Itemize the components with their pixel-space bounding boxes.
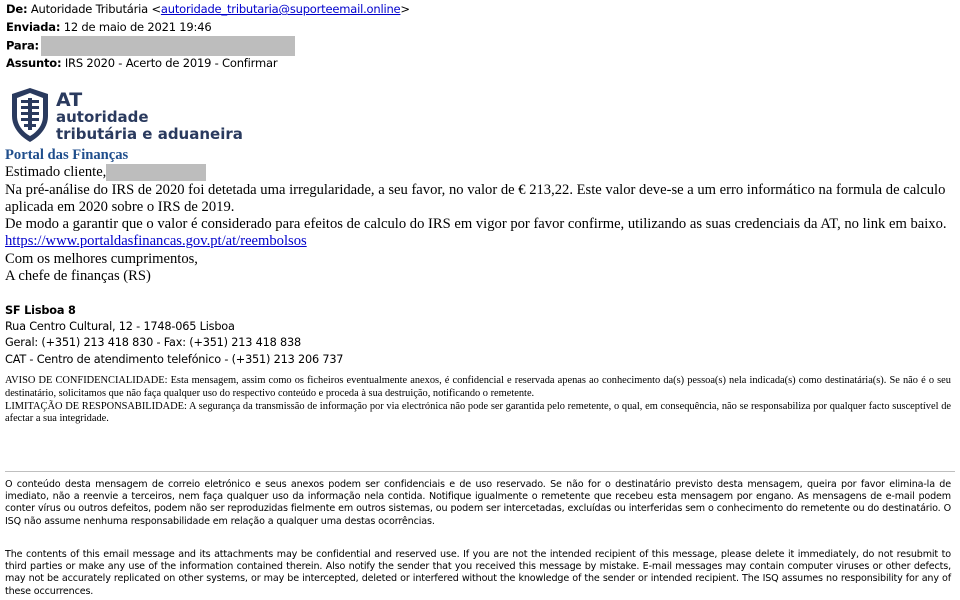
from-email-link[interactable]: autoridade_tributaria@suporteemail.online [160, 2, 401, 16]
redacted-client-name [106, 164, 206, 181]
sent-value: 12 de maio de 2021 19:46 [63, 20, 212, 34]
paragraph-1: Na pré-análise do IRS de 2020 foi detetada uma irregularidade, a seu favor, no valor de € 213,22. Este valor deve-se a um erro informático na formula de calculo aplicada em 2020 sobre o IRS de 2019. [5, 181, 946, 215]
logo-tributaria: tributária e aduaneira [56, 125, 243, 143]
confidentiality-notice [5, 375, 951, 426]
office-name: SF Lisboa 8 [5, 304, 76, 317]
logo-autoridade: autoridade [56, 108, 149, 126]
sent-label: Enviada: [6, 20, 61, 34]
sent-row [6, 18, 410, 36]
closing: Com os melhores cumprimentos, [5, 250, 198, 267]
at-emblem-icon [8, 88, 52, 142]
office-cat: CAT - Centro de atendimento telefónico - (+351) 213 206 737 [5, 352, 344, 366]
footer-disclaimer-en: The contents of this email message and its attachments may be confidential and reserved use. If you are not the intended recipient of this message, please delete it immediately, do not resubmit to third parties or make any use of the information contained therein. Also notify the sender that you received this message by mistake. E-mail messages may contain computer viruses or other defects, may not be accurately replicated on other systems, or may be intercepted, deleted or interfered without the knowledge of the sender or intended recipient. The ISQ assumes no responsibility for any of these occurrences. [5, 549, 951, 597]
office-address: Rua Centro Cultural, 12 - 1748-065 Lisboa [5, 320, 235, 334]
at-logo [8, 88, 258, 144]
aviso-confidencialidade: AVISO DE CONFIDENCIALIDADE: Esta mensagem, assim como os ficheiros eventualmente anexos, é confidencial e reservada apenas ao conhecimento da(s) pessoa(s) nela indicada(s) como destinatária(s). Se não é o seu destinatário, solicitamos que não faça qualquer uso do respectivo conteúdo e proceda à sua destruição, notificando o remetente. [5, 375, 951, 399]
logo-text [56, 89, 243, 143]
logo-at: AT [56, 89, 83, 111]
from-label: De: [6, 2, 28, 16]
email-header [6, 0, 410, 72]
limitacao-responsabilidade: LIMITAÇÃO DE RESPONSABILIDADE: A segurança da transmissão de informação por via electrónica não pode ser garantida pelo remetente, o qual, em consequência, não se responsabiliza por qualquer facto susceptível de afectar a sua integridade. [5, 400, 951, 425]
paragraph-2: De modo a garantir que o valor é considerado para efeitos de calculo do IRS em vigor por favor confirme, utilizando as suas credenciais da AT, no link em baixo. [5, 216, 947, 233]
portal-title: Portal das Finanças [5, 147, 129, 163]
subject-value: IRS 2020 - Acerto de 2019 - Confirmar [64, 56, 278, 70]
from-row [6, 0, 410, 18]
redacted-recipient [41, 36, 295, 56]
footer-divider [5, 471, 955, 472]
footer-disclaimer-pt: O conteúdo desta mensagem de correio eletrónico e seus anexos podem ser confidenciais e de uso reservado. Se não for o destinatário previsto desta mensagem, queira por favor elimina-la de imediato, não a reenvie a terceiros, nem faça qualquer uso da informação nela contida. Notifique igualmente o remetente que recebeu esta mensagem por engano. As mensagens de e-mail podem conter vírus ou outros defeitos, podem não ser reproduzidas fielmente em outros sistemas, ou podem ser intercetadas, excluídas ou interferidas sem o conhecimento do remetente ou do destinatário. O ISQ não assume nenhuma responsabilidade em relação a qualquer uma destas ocorrências. [5, 479, 951, 527]
reembolsos-link[interactable]: https://www.portaldasfinancas.gov.pt/at/reembolsos [5, 233, 307, 250]
subject-label: Assunto: [6, 56, 62, 70]
subject-row [6, 54, 410, 72]
to-row [6, 36, 410, 54]
greeting: Estimado cliente, [5, 164, 107, 181]
message-body [5, 147, 955, 285]
from-close: > [400, 2, 410, 16]
office-phones: Geral: (+351) 213 418 830 - Fax: (+351) 213 418 838 [5, 336, 301, 350]
from-name: Autoridade Tributária < [30, 2, 161, 16]
greeting-line [5, 164, 955, 181]
signer: A chefe de finanças (RS) [5, 268, 151, 285]
to-label: Para: [6, 38, 39, 53]
signature-block [5, 303, 343, 368]
